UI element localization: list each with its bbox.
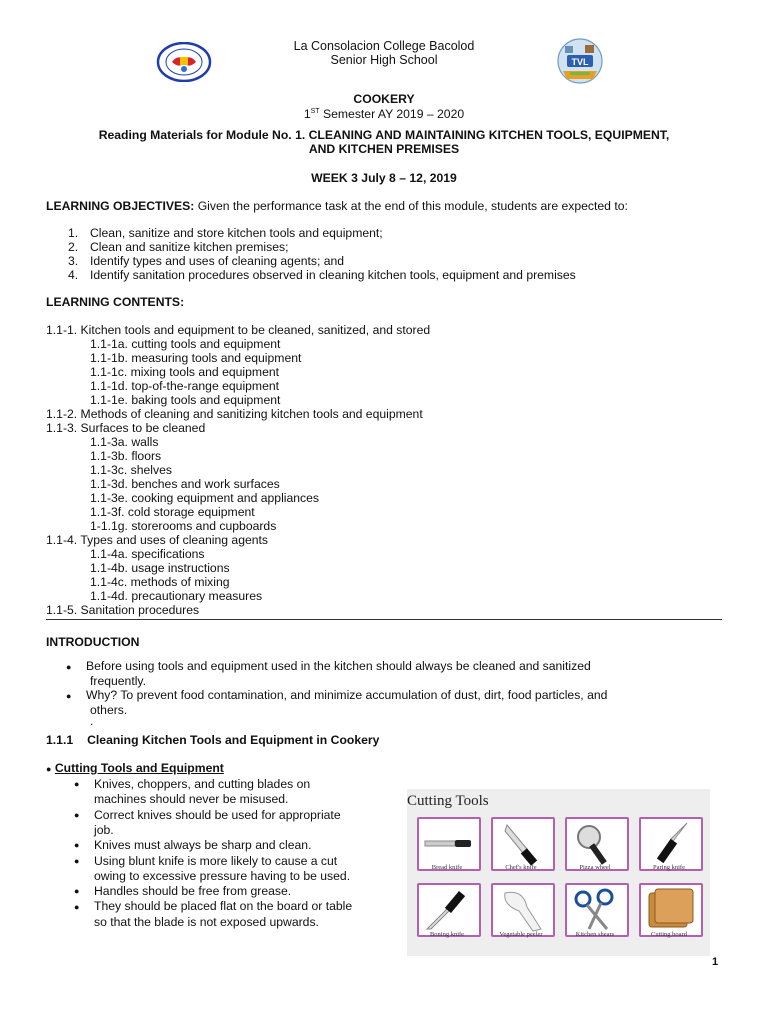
contents-line: 1.1-4b. usage instructions	[90, 561, 230, 575]
objectives-list	[68, 226, 576, 282]
bullet-dot: ●	[74, 809, 80, 820]
objective-item: 4. Identify sanitation procedures observed in cleaning kitchen tools, equipment and premises	[68, 268, 576, 282]
cutting-line	[74, 869, 352, 884]
contents-line: 1.1-1. Kitchen tools and equipment to be cleaned, sanitized, and stored	[46, 323, 431, 337]
contents-line: 1.1-3a. walls	[90, 435, 159, 449]
contents-line: 1.1-2. Methods of cleaning and sanitizing kitchen tools and equipment	[46, 407, 423, 421]
objective-item: 3. Identify types and uses of cleaning agents; and	[68, 254, 345, 268]
contents-line: 1.1-4. Types and uses of cleaning agents	[46, 533, 269, 547]
contents-line: 1.1-1e. baking tools and equipment	[90, 393, 281, 407]
vegetable-peeler-icon	[493, 885, 553, 935]
contents-line: 1.1-3d. benches and work surfaces	[90, 477, 280, 491]
cutting-heading-bullet: ●	[46, 763, 52, 774]
cutting-line-text: owing to excessive pressure having to be used.	[94, 868, 351, 883]
cutting-line	[74, 823, 352, 838]
boning-knife-tile	[417, 883, 481, 937]
cutting-line-text: Knives must always be sharp and clean.	[94, 838, 312, 853]
section-number: 1.1.1	[46, 733, 74, 747]
intro-bullet-1: ● Before using tools and equipment used in the kitchen should always be cleaned and sanitized	[66, 659, 591, 673]
cutting-line-text: Handles should be free from grease.	[94, 884, 292, 899]
cutting-line	[74, 915, 352, 930]
semester-text: Semester AY 2019 – 2020	[319, 107, 465, 122]
objectives-text: Given the performance task at the end of this module, students are expected to:	[194, 199, 628, 213]
semester-num: 1	[303, 107, 311, 122]
pizza-wheel-label: Pizza wheel	[579, 864, 611, 871]
school-division: Senior High School	[330, 53, 438, 67]
contents-label: LEARNING CONTENTS:	[46, 295, 185, 309]
contents-line: 1.1-3. Surfaces to be cleaned	[46, 421, 206, 435]
cutting-heading	[46, 761, 224, 776]
boning-knife-icon	[419, 885, 479, 935]
bread-knife-label: Bread knife	[431, 864, 463, 871]
contents-line: 1.1-1a. cutting tools and equipment	[90, 337, 281, 351]
bread-knife-icon	[419, 819, 479, 869]
cutting-tools-title: Cutting Tools	[407, 793, 489, 809]
tvl-logo-text: TVL	[571, 57, 589, 67]
paring-knife-tile	[639, 817, 703, 871]
contents-line: 1.1-1c. mixing tools and equipment	[90, 365, 280, 379]
contents-line: 1.1-4d. precautionary measures	[90, 589, 263, 603]
contents-line: 1.1-1d. top-of-the-range equipment	[90, 379, 280, 393]
contents-line: 1.1-4a. specifications	[90, 547, 205, 561]
contents-line: 1.1-3c. shelves	[90, 463, 172, 477]
cutting-line	[74, 838, 352, 853]
kitchen-shears-label: Kitchen shears	[575, 931, 615, 938]
contents-line: 1.1-1b. measuring tools and equipment	[90, 351, 302, 365]
module-title-line1: Reading Materials for Module No. 1. CLEANING AND MAINTAINING KITCHEN TOOLS, EQUIPMENT,	[98, 128, 670, 142]
contents-line: 1.1-4c. methods of mixing	[90, 575, 230, 589]
cutting-line-text: Correct knives should be used for appropriate	[94, 807, 341, 822]
intro-bullet-1-cont: frequently.	[90, 673, 147, 688]
contents-list	[46, 323, 430, 617]
boning-knife-label: Boning knife	[429, 931, 465, 938]
section-title: Cleaning Kitchen Tools and Equipment in Cookery	[87, 733, 380, 747]
paring-knife-label: Paring knife	[653, 864, 685, 871]
course-title: COOKERY	[353, 92, 415, 106]
vegetable-peeler-label: Vegetable peeler	[499, 931, 543, 938]
cutting-line-text: They should be placed flat on the board or table	[94, 899, 353, 914]
bullet-dot: ●	[74, 901, 80, 912]
school-name: La Consolacion College Bacolod	[293, 39, 475, 53]
cutting-board-label: Cutting board	[651, 931, 687, 938]
intro-dot: .	[90, 713, 94, 728]
chefs-knife-tile	[491, 817, 555, 871]
introduction-label: INTRODUCTION	[46, 635, 140, 649]
intro-bullet-2: ● Why? To prevent food contamination, and minimize accumulation of dust, dirt, food particles, and	[66, 687, 608, 702]
cutting-board-icon	[641, 885, 701, 935]
bullet-dot: ●	[74, 779, 80, 790]
paring-knife-icon	[641, 819, 701, 869]
cutting-line-text: job.	[94, 822, 114, 837]
objectives-label: LEARNING OBJECTIVES:	[46, 199, 195, 213]
vegetable-peeler-tile	[491, 883, 555, 937]
contents-line: 1.1-3e. cooking equipment and appliances	[90, 491, 320, 505]
cutting-line	[74, 899, 352, 914]
kitchen-shears-tile	[565, 883, 629, 937]
bullet-dot: ●	[74, 886, 80, 897]
module-title-line2: AND KITCHEN PREMISES	[308, 142, 460, 156]
bread-knife-tile	[417, 817, 481, 871]
cutting-line	[74, 777, 352, 792]
cutting-heading-text: Cutting Tools and Equipment	[54, 761, 224, 775]
pizza-wheel-tile	[565, 817, 629, 871]
objective-item: 2. Clean and sanitize kitchen premises;	[68, 240, 289, 254]
contents-line: 1-1.1g. storerooms and cupboards	[90, 519, 277, 533]
pizza-wheel-icon	[567, 819, 627, 869]
cutting-line	[74, 808, 352, 823]
semester-sup: ST	[310, 108, 320, 115]
contents-line: 1.1-3f. cold storage equipment	[90, 505, 255, 519]
objective-item: 1. Clean, sanitize and store kitchen tools and equipment;	[68, 226, 383, 240]
chefs-knife-icon	[493, 819, 553, 869]
cutting-line-text: Using blunt knife is more likely to cause a cut	[94, 853, 338, 868]
cutting-line-text: machines should never be misused.	[94, 792, 289, 807]
bullet-dot: ●	[74, 855, 80, 866]
semester-line	[0, 105, 768, 121]
kitchen-shears-icon	[567, 885, 627, 935]
cutting-list	[74, 777, 352, 930]
cutting-line-text: so that the blade is not exposed upwards.	[94, 914, 319, 929]
page-number: 1	[712, 956, 719, 968]
bullet-dot: ●	[74, 840, 80, 851]
intro-bullet-2-cont: others.	[90, 702, 128, 717]
cutting-line	[74, 854, 352, 869]
chefs-knife-label: Chef's knife	[505, 864, 537, 871]
contents-line: 1.1-5. Sanitation procedures	[46, 603, 200, 617]
cutting-line-text: Knives, choppers, and cutting blades on	[94, 777, 311, 791]
objectives-intro	[46, 199, 628, 213]
cutting-board-tile	[639, 883, 703, 937]
introduction-list	[66, 659, 608, 728]
cutting-line	[74, 792, 352, 807]
week-line: WEEK 3 July 8 – 12, 2019	[311, 171, 457, 185]
cutting-tools-image	[407, 789, 710, 956]
contents-line: 1.1-3b. floors	[90, 449, 162, 463]
section-heading	[46, 733, 379, 747]
cutting-line	[74, 884, 352, 899]
section-divider	[46, 619, 722, 620]
